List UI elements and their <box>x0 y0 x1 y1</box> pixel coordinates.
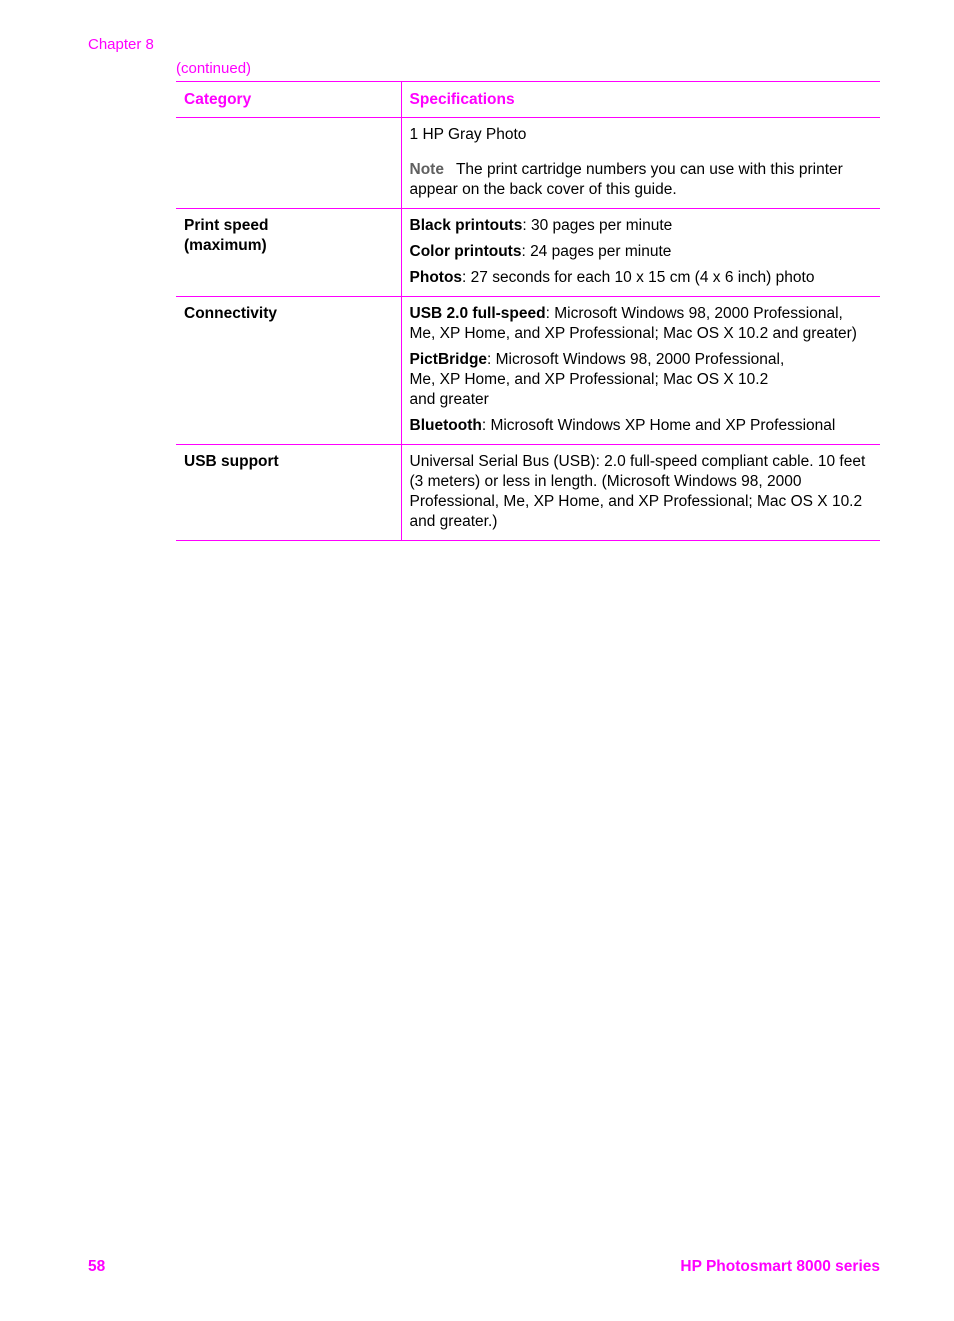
table-row <box>176 445 880 541</box>
spec-line-text: : 24 pages per minute <box>521 243 672 260</box>
spec-line <box>410 304 872 344</box>
spec-line-label: PictBridge <box>409 351 488 368</box>
row-specifications <box>401 209 880 297</box>
spec-line-text: 1 HP Gray Photo <box>409 126 527 143</box>
table-row <box>176 209 880 297</box>
spec-line-label: Black printouts <box>409 217 523 234</box>
spec-line-label: USB 2.0 full-speed <box>409 305 546 322</box>
table-row <box>176 297 880 445</box>
spec-line <box>410 350 872 410</box>
spec-line-text: : 30 pages per minute <box>522 217 673 234</box>
note-text: The print cartridge numbers you can use with this printer appear on the back cover of this guide. <box>409 161 843 198</box>
specifications-header: Specifications <box>401 82 880 118</box>
page-number: 58 <box>88 1258 106 1275</box>
spec-line <box>410 452 872 532</box>
row-category: Print speed (maximum) <box>176 209 401 297</box>
spec-line <box>410 216 872 236</box>
spec-line <box>410 125 872 145</box>
table-header-row <box>176 82 880 118</box>
spec-line-label: Photos <box>409 269 463 286</box>
product-name: HP Photosmart 8000 series <box>680 1258 880 1275</box>
note-label: Note <box>409 161 444 178</box>
row-category <box>176 118 401 209</box>
table-row <box>176 118 880 209</box>
row-category: Connectivity <box>176 297 401 445</box>
specifications-table <box>176 81 880 541</box>
spec-line-text: : Microsoft Windows XP Home and XP Professional <box>481 417 836 434</box>
continued-label: (continued) <box>176 60 252 77</box>
spec-line <box>410 242 872 262</box>
chapter-label: Chapter 8 <box>88 36 154 53</box>
spec-note <box>410 160 872 200</box>
spec-line-text: : 27 seconds for each 10 x 15 cm (4 x 6 inch) photo <box>462 269 815 286</box>
row-specifications <box>401 445 880 541</box>
spec-line-text: : Microsoft Windows 98, 2000 Professional, Me, XP Home, and XP Professional; Mac OS X 10.2 and greater) <box>409 305 857 342</box>
spec-line-text: Universal Serial Bus (USB): 2.0 full-speed compliant cable. 10 feet (3 meters) or less in length. (Microsoft Windows 98, 2000 Professional, Me, XP Home, and XP Professional; Mac OS X 10.2 and greater.) <box>409 453 866 530</box>
spec-line-label: Color printouts <box>409 243 522 260</box>
category-header: Category <box>176 82 401 118</box>
row-category: USB support <box>176 445 401 541</box>
spec-line <box>410 416 872 436</box>
row-specifications <box>401 297 880 445</box>
spec-line-text: : Microsoft Windows 98, 2000 Professional, Me, XP Home, and XP Professional; Mac OS X 10.2 and greater <box>409 351 785 408</box>
row-specifications <box>401 118 880 209</box>
spec-line-label: Bluetooth <box>409 417 482 434</box>
spec-line <box>410 268 872 288</box>
